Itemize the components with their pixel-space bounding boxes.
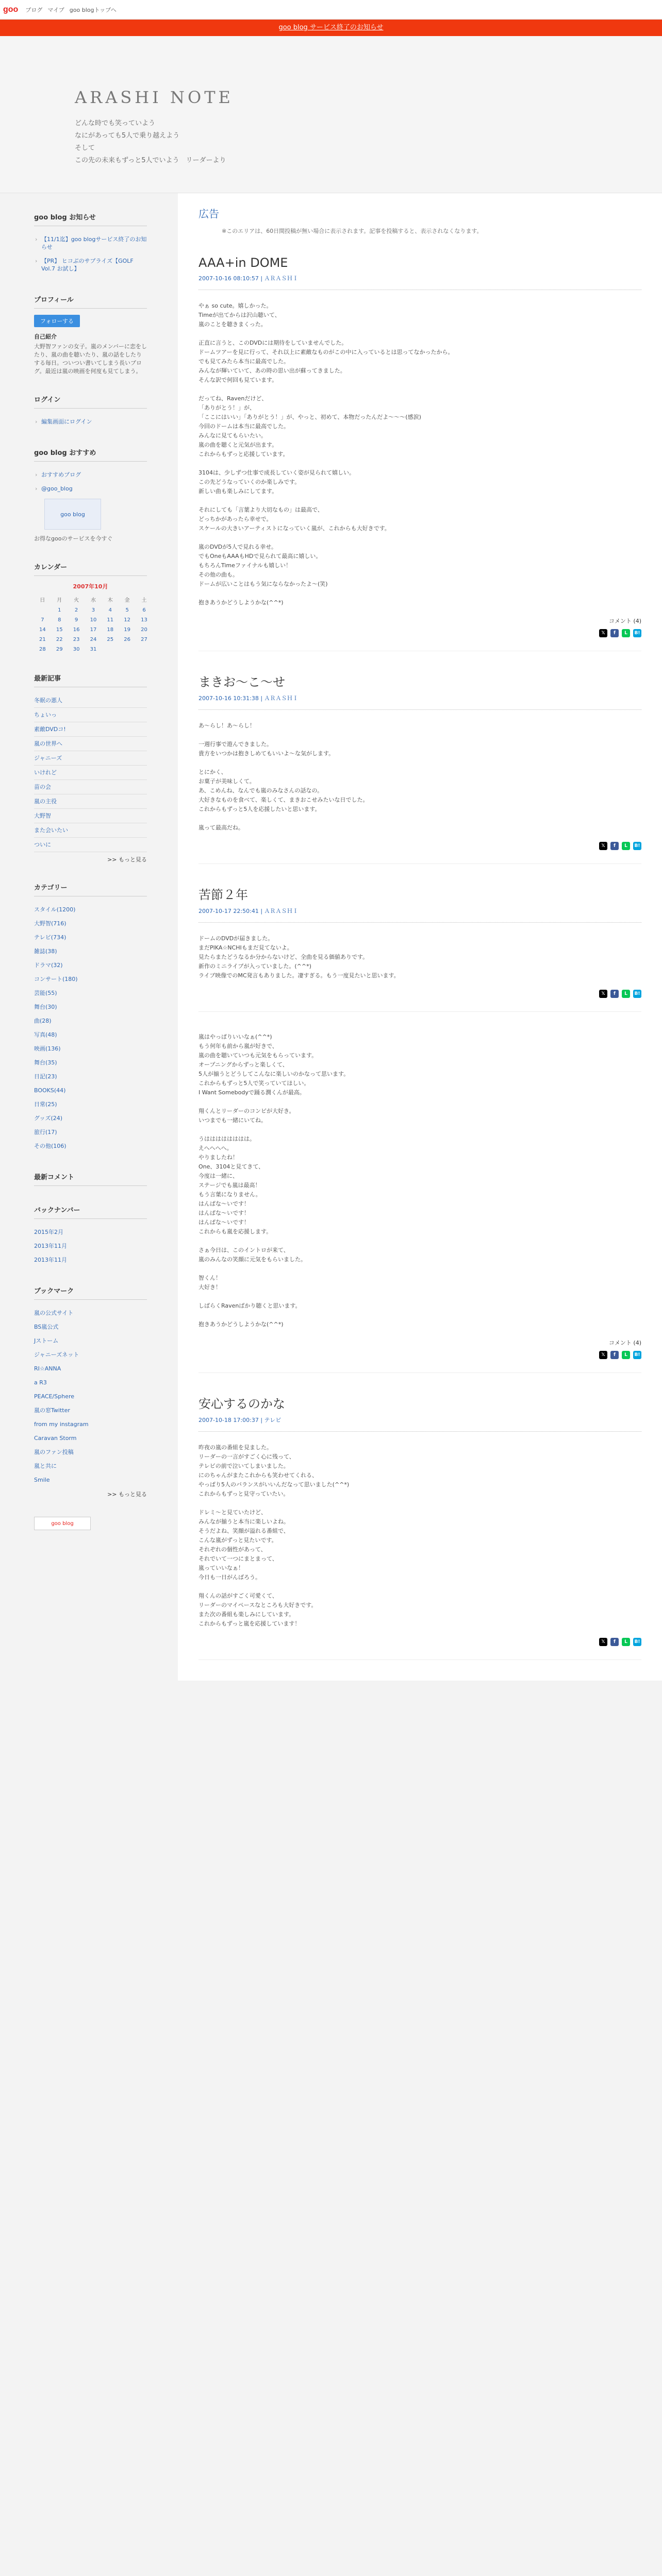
section-title: ブックマーク bbox=[34, 1285, 147, 1300]
post-title[interactable]: AAA+in DOME bbox=[198, 256, 288, 270]
calendar-week bbox=[34, 635, 153, 645]
bookmark-link[interactable]: PEACE/Sphere bbox=[34, 1393, 75, 1400]
recent-post-item[interactable] bbox=[34, 794, 147, 809]
x-share-icon[interactable]: 𝕏 bbox=[599, 842, 607, 850]
calendar-table bbox=[34, 594, 153, 654]
tagline-line: この先の未来もずっと5人でいよう リーダーより bbox=[75, 157, 226, 164]
calendar-day[interactable]: 29 bbox=[56, 647, 63, 652]
post-footnote: 抱きあうかどうしようかな(^^*) bbox=[198, 599, 284, 606]
category-item[interactable] bbox=[34, 1097, 147, 1111]
post-paragraph: ドレミ〜と見ていたけど、 みんなが揃うと本当に楽しいよね。 そうだよね、笑顔が溢れる番組で、 こんな嵐がずっと見たいです。 それぞれの個性があって、 それでいて一つにまとまって、 嵐っていいなぁ！ 今日も一日がんばろう。 bbox=[198, 1509, 289, 1581]
recent-post-item[interactable] bbox=[34, 737, 147, 751]
bookmark-link[interactable]: BS嵐公式 bbox=[34, 1324, 59, 1330]
calendar-day[interactable]: 2 bbox=[74, 607, 78, 613]
section-title: ログイン bbox=[34, 394, 147, 409]
calendar-day[interactable]: 24 bbox=[90, 637, 97, 642]
bookmark-link[interactable]: 嵐の窓Twitter bbox=[34, 1407, 70, 1414]
recent-post-link[interactable]: ジャニーズ bbox=[34, 755, 62, 761]
calendar-month: 2007年10月 bbox=[73, 583, 108, 590]
goo-logo[interactable]: goo bbox=[3, 5, 19, 14]
category-item[interactable] bbox=[34, 930, 147, 944]
weekday-label: 土 bbox=[141, 598, 147, 603]
category-link[interactable]: 大野智(716) bbox=[34, 920, 67, 927]
bookmark-item[interactable] bbox=[34, 1348, 147, 1362]
calendar-section bbox=[34, 562, 147, 654]
category-link[interactable]: テレビ(734) bbox=[34, 934, 67, 941]
recent-post-item[interactable] bbox=[34, 766, 147, 780]
post-body bbox=[198, 934, 641, 980]
calendar-day[interactable]: 28 bbox=[39, 647, 46, 652]
bookmark-item[interactable] bbox=[34, 1473, 147, 1487]
category-link[interactable]: 雑誌(38) bbox=[34, 948, 57, 955]
goo-top-bar bbox=[0, 0, 662, 20]
calendar-week bbox=[34, 605, 153, 615]
more-link[interactable]: >> もっと見る bbox=[107, 856, 147, 863]
section-title: 最新記事 bbox=[34, 673, 147, 687]
calendar-day bbox=[136, 645, 153, 654]
category-link[interactable]: グッズ(24) bbox=[34, 1115, 63, 1122]
tagline-line: どんな時でも笑っていよう bbox=[75, 120, 156, 127]
line-share-icon[interactable]: L bbox=[622, 629, 630, 637]
bookmark-item[interactable] bbox=[34, 1417, 147, 1431]
facebook-share-icon[interactable]: f bbox=[610, 629, 619, 637]
recent-comments-section bbox=[34, 1172, 147, 1186]
x-share-icon[interactable]: 𝕏 bbox=[599, 1638, 607, 1646]
blog-tagline bbox=[75, 117, 662, 167]
section-title: カテゴリー bbox=[34, 882, 147, 896]
calendar-day[interactable]: 27 bbox=[141, 637, 147, 642]
blog-post bbox=[178, 651, 662, 864]
share-buttons bbox=[198, 629, 641, 637]
category-section bbox=[34, 882, 147, 1153]
post-paragraph: 一週行事で遊んできました。 貴方をいつかは抱きしめてもいいよ〜な気がします。 bbox=[198, 741, 335, 757]
bookmark-item[interactable] bbox=[34, 1403, 147, 1417]
post-body bbox=[198, 301, 641, 607]
post-footnote: 抱きあうかどうしようかな(^^*) bbox=[198, 1321, 284, 1328]
post-paragraph: 3104は、少しずつ仕事で成長していく姿が見られて嬉しい。 この先どうなっていくのか楽しみです。 新しい曲も楽しみにしてます。 bbox=[198, 469, 355, 495]
x-share-icon[interactable]: 𝕏 bbox=[599, 629, 607, 637]
calendar-day[interactable]: 26 bbox=[124, 637, 130, 642]
calendar-day[interactable]: 21 bbox=[39, 637, 46, 642]
bookmark-link[interactable]: Smile bbox=[34, 1477, 50, 1483]
nav-blog[interactable]: ブログ bbox=[25, 6, 43, 13]
share-buttons bbox=[198, 1638, 641, 1646]
calendar-day[interactable]: 1 bbox=[58, 607, 61, 613]
notice-link[interactable]: 【PR】 ヒコぶのサプライズ【GOLF Vol.7 お試し】 bbox=[41, 258, 134, 272]
backnumber-list bbox=[34, 1225, 147, 1267]
category-link[interactable]: 日常(25) bbox=[34, 1101, 57, 1108]
category-item[interactable] bbox=[34, 1070, 147, 1083]
recent-posts-section bbox=[34, 673, 147, 863]
line-share-icon[interactable]: L bbox=[622, 1638, 630, 1646]
calendar-day[interactable]: 8 bbox=[58, 617, 61, 623]
x-share-icon[interactable]: 𝕏 bbox=[599, 1351, 607, 1359]
comments-link[interactable]: コメント (4) bbox=[608, 618, 641, 624]
service-end-link[interactable]: goo blog サービス終了のお知らせ bbox=[278, 24, 384, 31]
bookmark-item[interactable] bbox=[34, 1376, 147, 1389]
bookmark-link[interactable]: RI☆ANNA bbox=[34, 1365, 61, 1372]
category-link[interactable]: 映画(136) bbox=[34, 1045, 61, 1052]
notice-item[interactable] bbox=[34, 254, 147, 276]
calendar-day[interactable]: 19 bbox=[124, 627, 130, 633]
recent-post-item[interactable] bbox=[34, 780, 147, 794]
category-link[interactable]: BOOKS(44) bbox=[34, 1087, 66, 1094]
blog-post bbox=[178, 1373, 662, 1660]
post-paragraph: やぁ so cute。嬉しかった。 Timeが出てからは沢山聴いて、 嵐のことを聴きまくった。 bbox=[198, 302, 280, 328]
calendar-day[interactable]: 14 bbox=[39, 627, 46, 633]
post-divider bbox=[198, 1659, 641, 1660]
recent-post-link[interactable]: 嵐の主役 bbox=[34, 798, 57, 805]
comments-link[interactable]: コメント (4) bbox=[608, 1340, 641, 1346]
calendar-day[interactable]: 11 bbox=[107, 617, 114, 623]
recommend-item[interactable] bbox=[34, 482, 147, 496]
login-link[interactable]: 編集画面にログイン bbox=[41, 418, 92, 425]
ad-title: 広告 bbox=[198, 208, 219, 220]
post-paragraph: だってね、Ravenだけど、 「ありがとう！」が、 「ここにはいい」「ありがとう！」が、やっと、初めて、本物だったんだよ〜〜〜(感涙) 今回のドームは本当に最高でした。 みんなに見てもらいたい。 嵐の曲を聴くと元気が出ます。 これからもずっと応援しています。 bbox=[198, 395, 421, 457]
section-title: 最新コメント bbox=[34, 1172, 147, 1186]
category-link[interactable]: 舞台(30) bbox=[34, 1004, 57, 1010]
notice-list bbox=[34, 232, 147, 276]
recommend-item[interactable] bbox=[34, 468, 147, 482]
blog-post bbox=[178, 235, 662, 651]
post-paragraph: 智くん！ 大好き！ bbox=[198, 1275, 221, 1291]
bookmark-item[interactable] bbox=[34, 1445, 147, 1459]
sidebar bbox=[0, 193, 178, 1681]
category-item[interactable] bbox=[34, 972, 147, 986]
nav-mypage[interactable]: マイブ bbox=[47, 6, 64, 13]
category-item[interactable] bbox=[34, 958, 147, 972]
calendar-day[interactable]: 25 bbox=[107, 637, 114, 642]
bookmark-link[interactable]: 嵐と共に bbox=[34, 1463, 57, 1469]
bookmark-item[interactable] bbox=[34, 1320, 147, 1334]
calendar-day[interactable]: 12 bbox=[124, 617, 130, 623]
calendar-week bbox=[34, 645, 153, 654]
category-link[interactable]: 日記(23) bbox=[34, 1073, 57, 1080]
category-item[interactable] bbox=[34, 1125, 147, 1139]
recent-post-item[interactable] bbox=[34, 708, 147, 722]
backnumber-item[interactable] bbox=[34, 1253, 147, 1267]
bookmark-link[interactable]: Caravan Storm bbox=[34, 1435, 77, 1442]
hatena-share-icon[interactable]: B! bbox=[633, 629, 641, 637]
calendar-week bbox=[34, 625, 153, 635]
post-meta[interactable]: 2007-10-16 10:31:38 | ＡＲＡＳＨＩ bbox=[198, 694, 641, 710]
category-item[interactable] bbox=[34, 917, 147, 930]
category-link[interactable]: 舞台(35) bbox=[34, 1059, 57, 1066]
section-title: バックナンバー bbox=[34, 1205, 147, 1219]
blog-post bbox=[178, 1012, 662, 1373]
recent-post-link[interactable]: 冬眠の悪人 bbox=[34, 697, 62, 704]
bookmark-link[interactable]: Jストーム bbox=[34, 1337, 59, 1344]
hatena-share-icon[interactable]: B! bbox=[633, 1638, 641, 1646]
weekday-label: 水 bbox=[90, 598, 96, 603]
post-body bbox=[198, 1032, 641, 1329]
recent-post-item[interactable] bbox=[34, 823, 147, 838]
recent-post-link[interactable]: いけれど bbox=[34, 769, 57, 776]
category-item[interactable] bbox=[34, 1014, 147, 1028]
x-share-icon[interactable]: 𝕏 bbox=[599, 990, 607, 998]
calendar-day[interactable]: 7 bbox=[41, 617, 44, 623]
calendar-day[interactable]: 22 bbox=[56, 637, 63, 642]
calendar-day[interactable]: 30 bbox=[73, 647, 80, 652]
post-paragraph: 翔くんとリーダーのコンビが大好き。 いつまでも一緒にいてね。 bbox=[198, 1108, 295, 1124]
hatena-share-icon[interactable]: B! bbox=[633, 990, 641, 998]
calendar-day[interactable]: 3 bbox=[91, 607, 95, 613]
page-layout bbox=[0, 193, 662, 1681]
facebook-share-icon[interactable]: f bbox=[610, 842, 619, 850]
category-link[interactable]: その他(106) bbox=[34, 1143, 67, 1149]
section-title: goo blog お知らせ bbox=[34, 212, 147, 226]
post-closing: 嵐って最高だね。 bbox=[198, 824, 244, 831]
recommend-banner[interactable]: お得なgooのサービスを今すぐ bbox=[34, 535, 113, 542]
section-title: goo blog おすすめ bbox=[34, 447, 147, 462]
backnumber-link[interactable]: 2013年11月 bbox=[34, 1243, 67, 1249]
bookmark-item[interactable] bbox=[34, 1431, 147, 1445]
recent-post-link[interactable]: 素敵DVDコ! bbox=[34, 726, 66, 733]
category-link[interactable]: 写真(48) bbox=[34, 1031, 57, 1038]
goo-top-nav bbox=[25, 6, 117, 14]
calendar-day[interactable]: 4 bbox=[108, 607, 112, 613]
category-item[interactable] bbox=[34, 1028, 147, 1042]
goo-notice-section bbox=[34, 212, 147, 276]
blog-header bbox=[0, 36, 662, 193]
category-item[interactable] bbox=[34, 1000, 147, 1014]
category-item[interactable] bbox=[34, 944, 147, 958]
post-paragraph: しばらくRavenばかり聴くと思います。 bbox=[198, 1302, 301, 1309]
goo-blog-logo[interactable]: goo blog bbox=[44, 499, 101, 530]
post-closing: 嵐のDVDが5人で見れる幸せ。 でもOneもAAAもHDで見られて最高に嬉しい。 もちろんTimeファイナルも嬉しい！ その他の曲も。 ドームが広いことはもう気にならなかったよ～(笑) bbox=[198, 544, 328, 587]
calendar-day[interactable]: 13 bbox=[141, 617, 147, 623]
bookmark-item[interactable] bbox=[34, 1459, 147, 1473]
category-link[interactable]: ドラマ(32) bbox=[34, 962, 63, 969]
calendar-day[interactable]: 6 bbox=[142, 607, 146, 613]
share-buttons bbox=[198, 1351, 641, 1359]
category-item[interactable] bbox=[34, 1083, 147, 1097]
follow-button[interactable]: フォローする bbox=[34, 315, 80, 327]
post-paragraph: さぁ今日は、このイントロが来て、 嵐のみんなの笑顔に元気をもらいました。 bbox=[198, 1247, 306, 1263]
post-meta[interactable]: 2007-10-18 17:00:37 | テレビ bbox=[198, 1416, 641, 1432]
backnumber-link[interactable]: 2015年2月 bbox=[34, 1229, 63, 1235]
backnumber-section bbox=[34, 1205, 147, 1267]
bookmark-link[interactable]: from my instagram bbox=[34, 1421, 89, 1428]
profile-section bbox=[34, 294, 147, 376]
post-paragraph: あ〜らし！あ〜らし！ bbox=[198, 722, 255, 729]
ad-note: ※このエリアは、60日間投稿が無い場合に表示されます。記事を投稿すると、表示されなくなります。 bbox=[222, 228, 483, 234]
post-paragraph: 嵐はやっぱりいいなぁ(^^*) もう何年も前から嵐が好きで、 嵐の曲を聴いていつも元気をもらっています。 オープニングからずっと楽しくて、 5人が揃うとどうしてこんなに楽しいのかなって思います。 これからもずっと5人で笑っていてほしい。 I Want Somebodyで踊る潤くんが最高。 bbox=[198, 1033, 350, 1096]
recent-post-link[interactable]: ちょいっ bbox=[34, 711, 57, 718]
calendar-day[interactable]: 9 bbox=[74, 617, 78, 623]
login-list bbox=[34, 415, 147, 429]
section-title: プロフィール bbox=[34, 294, 147, 309]
line-share-icon[interactable]: L bbox=[622, 1351, 630, 1359]
bookmark-link[interactable]: a R3 bbox=[34, 1379, 47, 1386]
facebook-share-icon[interactable]: f bbox=[610, 1351, 619, 1359]
line-share-icon[interactable]: L bbox=[622, 990, 630, 998]
recent-post-item[interactable] bbox=[34, 809, 147, 823]
post-paragraph: ドームのDVDが届きました。 まだPIKA☆NCHIもまだ見てないよ。 見たらまたどうなるか分からないけど、全曲を見る価値ありです。 新作のミニライブが入っていました。(^^*) ライブ映像でのMC発言もありました。凄すぎる。もう一度見たいと思います。 bbox=[198, 935, 400, 979]
weekday-label: 火 bbox=[74, 598, 79, 603]
recent-post-item[interactable] bbox=[34, 751, 147, 766]
post-meta[interactable]: 2007-10-17 22:50:41 | ＡＲＡＳＨＩ bbox=[198, 907, 641, 923]
post-paragraph: 正直に言うと、このDVDには期待をしていませんでした。 ドームツアーを見に行って、それ以上に素敵なものがこの中に入っているとは思ってなかったから。 でも見てみたら本当に最高でした。 みんなが輝いていて、あの時の思い出が蘇ってきました。 そんな訳で何回も見ています。 bbox=[198, 340, 454, 383]
recent-post-item[interactable] bbox=[34, 693, 147, 708]
post-body bbox=[198, 721, 641, 833]
hatena-share-icon[interactable]: B! bbox=[633, 842, 641, 850]
category-item[interactable] bbox=[34, 903, 147, 917]
bookmark-item[interactable] bbox=[34, 1389, 147, 1403]
tagline-line: なにがあっても5人で乗り越えよう bbox=[75, 132, 180, 140]
calendar-day[interactable]: 20 bbox=[141, 627, 147, 633]
weekday-label: 木 bbox=[107, 598, 113, 603]
post-paragraph: 翔くんの話がすごく可愛くて、 リーダーのマイペースなところも大好きです。 また次の番組も楽しみにしています。 これからもずっと嵐を応援しています！ bbox=[198, 1592, 317, 1627]
hatena-share-icon[interactable]: B! bbox=[633, 1351, 641, 1359]
recent-post-item[interactable] bbox=[34, 838, 147, 852]
category-item[interactable] bbox=[34, 1111, 147, 1125]
calendar-day bbox=[119, 645, 136, 654]
recommend-list bbox=[34, 468, 147, 496]
profile-text: 大野智ファンの女子。嵐のメンバーに恋をしたり、嵐の曲を聴いたり、嵐の話をしたりする毎日。ついつい書いてしまう長いブログ。最近は嵐の映画を何度も見てしまう。 bbox=[34, 343, 147, 375]
recommend-link[interactable]: おすすめブログ bbox=[41, 471, 81, 478]
ad-section bbox=[178, 193, 662, 235]
blog-title[interactable]: ARASHI NOTE bbox=[75, 88, 234, 107]
recommend-section bbox=[34, 447, 147, 543]
post-paragraph: とにかく、 お菓子が美味しくて。 あ、こめんね、なんでも嵐のみなさんの話なの。 大好きなものを食べて、楽しくて、まきおこせみたいな日でした。 これからもずっと5人を応援したいと思います。 bbox=[198, 769, 369, 812]
category-link[interactable]: スタイル(1200) bbox=[34, 906, 76, 913]
tagline-line: そして bbox=[75, 144, 95, 152]
category-link[interactable]: 旅行(17) bbox=[34, 1129, 57, 1136]
bookmark-item[interactable] bbox=[34, 1306, 147, 1320]
nav-goo-top[interactable]: goo blogトップへ bbox=[69, 6, 117, 13]
facebook-share-icon[interactable]: f bbox=[610, 1638, 619, 1646]
recent-post-link[interactable]: ついに bbox=[34, 841, 51, 848]
notice-link[interactable]: 【11/1迄】goo blogサービス終了のお知らせ bbox=[41, 236, 147, 250]
post-paragraph: うはははははははは。 えへへへへ。 やりましたね！ One、3104と見てきて、 今度は一緒に、 ステージでも嵐は最高！ もう言葉になりません。 はんぱな～いです！ はんぱな～いです！ はんぱな～いです！ これからも嵐を応援します。 bbox=[198, 1136, 272, 1235]
login-section bbox=[34, 394, 147, 429]
share-buttons bbox=[198, 990, 641, 998]
post-title[interactable]: 苦節２年 bbox=[198, 888, 248, 902]
service-end-notice bbox=[0, 20, 662, 36]
category-item[interactable] bbox=[34, 1056, 147, 1070]
bookmark-section bbox=[34, 1285, 147, 1498]
category-item[interactable] bbox=[34, 1042, 147, 1056]
calendar-day[interactable]: 15 bbox=[56, 627, 63, 633]
bookmark-link[interactable]: 嵐の公式サイト bbox=[34, 1310, 74, 1316]
recent-post-link[interactable]: 苗の会 bbox=[34, 784, 51, 790]
post-title[interactable]: 安心するのかな bbox=[198, 1397, 285, 1411]
recommend-link[interactable]: @goo_blog bbox=[41, 485, 73, 492]
category-item[interactable] bbox=[34, 1139, 147, 1153]
post-title[interactable]: まきお～こ～せ bbox=[198, 675, 285, 689]
calendar-day[interactable]: 18 bbox=[107, 627, 114, 633]
post-paragraph: それにしても「言葉より大切なもの」は最高で、 どっちかがあったら幸せで。 スケールの大きいアーティストになっていく嵐が、これからも大好きです。 bbox=[198, 506, 390, 532]
category-list bbox=[34, 903, 147, 1153]
category-link[interactable]: 曲(28) bbox=[34, 1018, 52, 1024]
calendar-day[interactable]: 5 bbox=[125, 607, 129, 613]
calendar-day bbox=[102, 645, 119, 654]
blog-post bbox=[178, 864, 662, 1012]
recent-posts-list bbox=[34, 693, 147, 852]
calendar-day[interactable]: 23 bbox=[73, 637, 80, 642]
recent-post-link[interactable]: 大野智 bbox=[34, 812, 51, 819]
recent-post-item[interactable] bbox=[34, 722, 147, 737]
bookmark-link[interactable]: 嵐のファン投稿 bbox=[34, 1449, 74, 1455]
facebook-share-icon[interactable]: f bbox=[610, 990, 619, 998]
bookmark-list bbox=[34, 1306, 147, 1487]
share-buttons bbox=[198, 842, 641, 850]
weekday-label: 月 bbox=[57, 598, 62, 603]
main-content bbox=[178, 193, 662, 1681]
login-item[interactable] bbox=[34, 415, 147, 429]
more-link[interactable]: >> もっと見る bbox=[107, 1491, 147, 1498]
line-share-icon[interactable]: L bbox=[622, 842, 630, 850]
category-link[interactable]: コンサート(180) bbox=[34, 976, 78, 982]
bookmark-item[interactable] bbox=[34, 1334, 147, 1348]
backnumber-link[interactable]: 2013年11月 bbox=[34, 1257, 67, 1263]
calendar-day[interactable]: 10 bbox=[90, 617, 97, 623]
section-title: カレンダー bbox=[34, 562, 147, 576]
recent-post-link[interactable]: また会いたい bbox=[34, 827, 68, 834]
notice-item[interactable] bbox=[34, 232, 147, 254]
backnumber-item[interactable] bbox=[34, 1225, 147, 1239]
profile-name: 自己紹介 bbox=[34, 333, 57, 340]
calendar-day[interactable]: 31 bbox=[90, 647, 97, 652]
calendar-day[interactable]: 16 bbox=[73, 627, 80, 633]
category-link[interactable]: 芸能(55) bbox=[34, 990, 57, 996]
post-body bbox=[198, 1443, 641, 1629]
goo-blog-banner[interactable]: goo blog bbox=[34, 1517, 91, 1530]
category-item[interactable] bbox=[34, 986, 147, 1000]
bookmark-link[interactable]: ジャニーズネット bbox=[34, 1351, 79, 1358]
calendar-day[interactable]: 17 bbox=[90, 627, 97, 633]
bookmark-item[interactable] bbox=[34, 1362, 147, 1376]
weekday-label: 日 bbox=[40, 598, 45, 603]
post-list bbox=[178, 235, 662, 1660]
calendar-day bbox=[34, 605, 51, 615]
calendar-week bbox=[34, 615, 153, 625]
post-meta[interactable]: 2007-10-16 08:10:57 | ＡＲＡＳＨＩ bbox=[198, 274, 641, 290]
footer-banner-section bbox=[34, 1517, 147, 1530]
post-paragraph: 昨夜の嵐の番組を見ました。 リーダーの一言がすごく心に残って、 テレビの前で泣いてしまいました。 にのちゃんがまたこれからも笑わせてくれる、 やっぱり5人のバランスがいいんだなって思いました(^^*) これからもずっと見守っていたい。 bbox=[198, 1444, 350, 1497]
backnumber-item[interactable] bbox=[34, 1239, 147, 1253]
recent-post-link[interactable]: 嵐の世界へ bbox=[34, 740, 62, 747]
weekday-label: 金 bbox=[124, 598, 130, 603]
